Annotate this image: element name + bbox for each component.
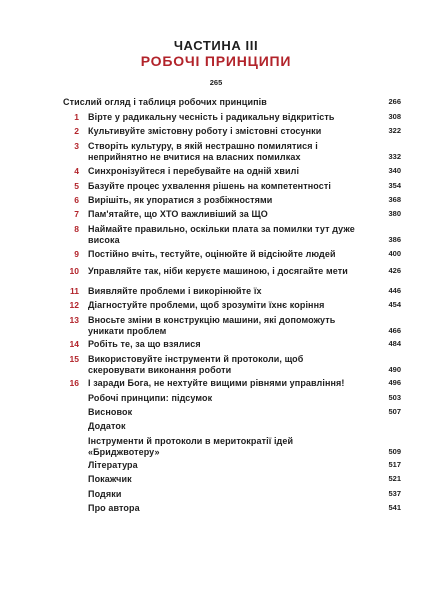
toc-entry-title: Стислий огляд і таблиця робочих принципів xyxy=(63,97,267,107)
toc-entry-page: 426 xyxy=(388,266,401,275)
toc-entry-title: Вирішіть, як упоратися з розбіжностями xyxy=(88,195,273,205)
toc-entry-page: 507 xyxy=(388,407,401,416)
toc-entry-number: 11 xyxy=(70,286,79,296)
toc-entry-title: Висновок xyxy=(88,407,133,417)
toc-entry-title: Діагностуйте проблеми, щоб зрозуміти їхнє коріння xyxy=(88,300,325,310)
toc-entry-title: Інструменти й протоколи в меритократії ідей «Бриджвотеру» xyxy=(88,436,294,457)
toc-entry-title: Подяки xyxy=(88,489,122,499)
toc-entry-number: 6 xyxy=(74,195,79,205)
toc-entry-page: 490 xyxy=(388,365,401,374)
toc-entry-number: 16 xyxy=(69,378,79,388)
toc-entry-title: Додаток xyxy=(88,421,126,431)
toc-entry-title: Створіть культуру, в якій нестрашно помилятися і неприйнятно не вчитися на власних помилках xyxy=(88,141,318,162)
toc-entry-page: 484 xyxy=(388,339,401,348)
toc-entry-page: 386 xyxy=(388,235,401,244)
toc-entry-page: 340 xyxy=(388,166,401,175)
toc-entry-title: Робіть те, за що взялися xyxy=(88,339,201,349)
part-page-number: 265 xyxy=(209,78,223,87)
toc-entry-page: 541 xyxy=(388,503,401,512)
toc-entry-number: 10 xyxy=(69,266,79,276)
toc-entry-number: 2 xyxy=(74,126,79,136)
toc-entry-page: 332 xyxy=(388,152,401,161)
toc-entry-number: 9 xyxy=(74,249,79,259)
toc-entry-page: 322 xyxy=(388,126,401,135)
toc-entry-number: 4 xyxy=(74,166,79,176)
toc-entry-page: 400 xyxy=(388,249,401,258)
toc-entry-page: 537 xyxy=(388,489,401,498)
toc-entry-page: 266 xyxy=(388,97,401,106)
toc-entry-page: 368 xyxy=(388,195,401,204)
toc-entry-title: І заради Бога, не нехтуйте вищими рівнями управління! xyxy=(88,378,345,388)
toc-entry-title: Література xyxy=(88,460,138,470)
toc-entry-title: Вносьте зміни в конструкцію машини, які допоможуть уникати проблем xyxy=(88,315,336,336)
toc-entry-page: 496 xyxy=(388,378,401,387)
toc-entry-page: 503 xyxy=(388,393,401,402)
toc-entry-number: 14 xyxy=(69,339,79,349)
toc-entry-title: Робочі принципи: підсумок xyxy=(88,393,213,403)
toc-entry-number: 8 xyxy=(74,224,79,234)
toc-entry-page: 466 xyxy=(388,326,401,335)
toc-entry-title: Управляйте так, ніби керуєте машиною, і досягайте мети xyxy=(88,266,348,276)
toc-entry-page: 517 xyxy=(388,460,401,469)
toc-entry-page: 521 xyxy=(388,474,401,483)
toc-entry-number: 15 xyxy=(69,354,79,364)
toc-entry-page: 354 xyxy=(388,181,401,190)
toc-entry-page: 446 xyxy=(388,286,401,295)
toc-entry-number: 13 xyxy=(69,315,79,325)
toc-entry-number: 3 xyxy=(74,141,79,151)
toc-entry-number: 7 xyxy=(74,209,79,219)
part-subtitle: РОБОЧІ ПРИНЦИПИ xyxy=(140,53,292,69)
part-title: ЧАСТИНА III xyxy=(173,38,259,53)
toc-entry-page: 380 xyxy=(388,209,401,218)
toc-entry-page: 308 xyxy=(388,112,401,121)
toc-entry-title: Пам'ятайте, що ХТО важливіший за ЩО xyxy=(88,209,268,219)
toc-entry-title: Культивуйте змістовну роботу і змістовні стосунки xyxy=(88,126,322,136)
toc-entry-title: Про автора xyxy=(88,503,140,513)
toc-entry-number: 12 xyxy=(69,300,79,310)
toc-entry-page: 509 xyxy=(388,447,401,456)
toc-entry-title: Покажчик xyxy=(88,474,132,484)
toc-entry-title: Вірте у радикальну чесність і радикальну відкритість xyxy=(88,112,335,122)
toc-entry-page: 454 xyxy=(388,300,401,309)
toc-entry-title: Виявляйте проблеми і викорінюйте їх xyxy=(88,286,262,296)
toc-entry-title: Використовуйте інструменти й протоколи, щоб скеровувати виконання роботи xyxy=(88,354,304,375)
toc-entry-title: Синхронізуйтеся і перебувайте на одній хвилі xyxy=(88,166,300,176)
toc-entry-title: Наймайте правильно, оскільки плата за помилки тут дуже висока xyxy=(88,224,355,245)
toc-entry-title: Постійно вчіть, тестуйте, оцінюйте й відсіюйте людей xyxy=(88,249,336,259)
toc-entry-number: 1 xyxy=(74,112,79,122)
toc-entry-title: Базуйте процес ухвалення рішень на компетентності xyxy=(88,181,331,191)
toc-entry-number: 5 xyxy=(74,181,79,191)
